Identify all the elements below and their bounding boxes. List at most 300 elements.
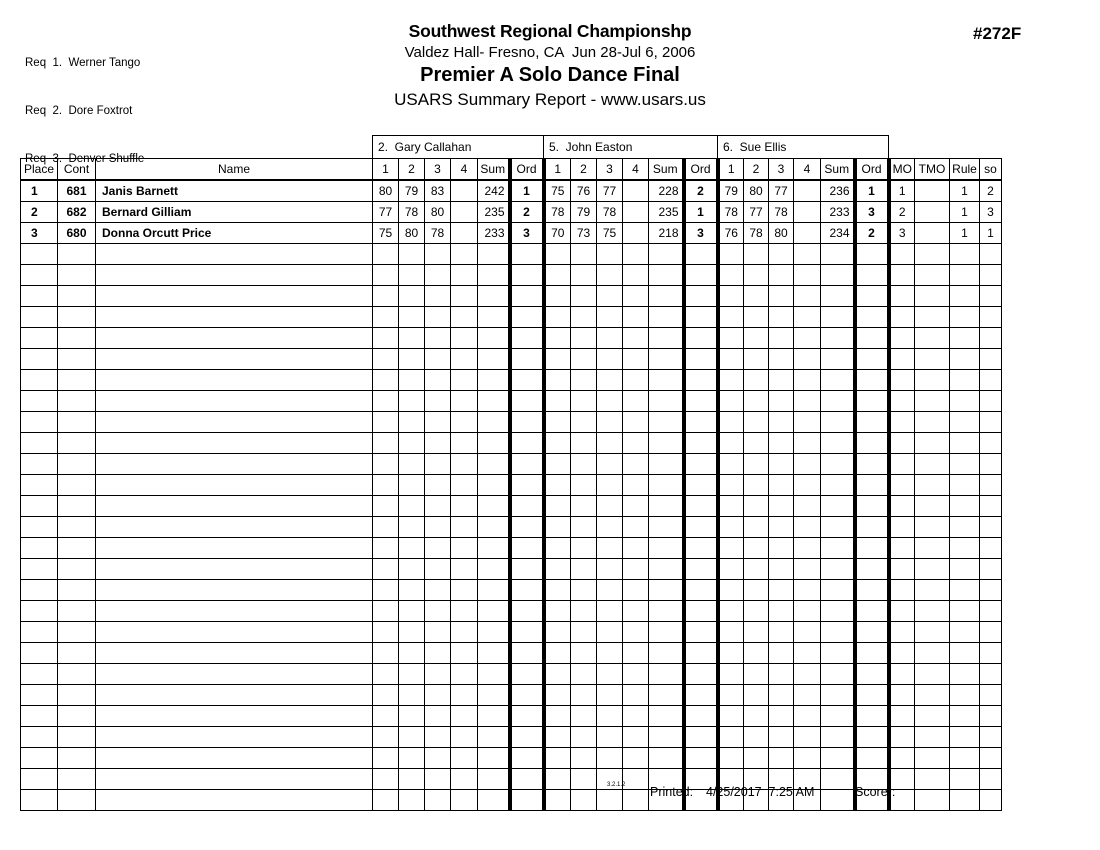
score-cell xyxy=(649,685,684,706)
score-cell xyxy=(571,496,597,517)
ordinal-cell xyxy=(684,328,718,349)
score-cell xyxy=(571,517,597,538)
tally-cell xyxy=(950,496,980,517)
score-cell xyxy=(399,727,425,748)
score-cell xyxy=(544,748,571,769)
score-cell xyxy=(425,664,451,685)
score-cell: 80 xyxy=(373,180,399,202)
tally-cell xyxy=(889,706,915,727)
score-cell xyxy=(744,307,769,328)
score-cell xyxy=(744,286,769,307)
ordinal-cell xyxy=(684,391,718,412)
ordinal-cell xyxy=(684,475,718,496)
table-row xyxy=(21,664,1002,685)
score-cell xyxy=(544,601,571,622)
score-cell xyxy=(544,664,571,685)
score-cell xyxy=(373,475,399,496)
score-cell xyxy=(821,706,855,727)
score-cell: 73 xyxy=(571,223,597,244)
ordinal-cell xyxy=(684,412,718,433)
score-cell xyxy=(425,244,451,265)
table-row xyxy=(21,349,1002,370)
score-cell xyxy=(451,454,478,475)
contestant-number-cell xyxy=(58,349,96,370)
score-cell xyxy=(373,370,399,391)
skater-name-cell xyxy=(96,328,373,349)
tally-cell xyxy=(889,265,915,286)
ordinal-cell xyxy=(855,475,889,496)
table-row xyxy=(21,538,1002,559)
table-row xyxy=(21,496,1002,517)
score-cell xyxy=(373,244,399,265)
tally-cell xyxy=(915,265,950,286)
score-cell xyxy=(821,748,855,769)
contestant-number-cell: 682 xyxy=(58,202,96,223)
score-cell: 79 xyxy=(571,202,597,223)
score-cell xyxy=(744,517,769,538)
score-cell xyxy=(769,559,794,580)
skater-name-cell xyxy=(96,475,373,496)
score-cell xyxy=(399,748,425,769)
score-cell xyxy=(718,685,744,706)
score-cell xyxy=(571,580,597,601)
place-cell xyxy=(21,244,58,265)
column-header: TMO xyxy=(915,159,950,181)
ordinal-cell xyxy=(855,412,889,433)
score-cell xyxy=(373,685,399,706)
place-cell xyxy=(21,559,58,580)
score-cell xyxy=(649,412,684,433)
score-cell xyxy=(597,748,623,769)
ordinal-cell: 2 xyxy=(855,223,889,244)
ordinal-cell xyxy=(510,433,544,454)
score-cell xyxy=(451,517,478,538)
score-cell xyxy=(744,475,769,496)
ordinal-cell xyxy=(855,496,889,517)
column-header: 1 xyxy=(718,159,744,181)
score-cell xyxy=(425,265,451,286)
score-cell xyxy=(373,706,399,727)
column-header: 2 xyxy=(744,159,769,181)
score-cell xyxy=(821,433,855,454)
ordinal-cell: 3 xyxy=(684,223,718,244)
place-cell xyxy=(21,370,58,391)
score-cell xyxy=(425,412,451,433)
column-header: Name xyxy=(96,159,373,181)
tally-cell xyxy=(889,580,915,601)
score-cell xyxy=(623,265,649,286)
table-row xyxy=(21,685,1002,706)
ordinal-cell xyxy=(510,580,544,601)
ordinal-cell xyxy=(510,664,544,685)
tally-cell xyxy=(889,454,915,475)
ordinal-cell xyxy=(684,265,718,286)
score-cell xyxy=(821,454,855,475)
tally-cell xyxy=(889,643,915,664)
score-cell xyxy=(794,496,821,517)
score-cell xyxy=(451,328,478,349)
table-row xyxy=(21,307,1002,328)
score-cell xyxy=(718,559,744,580)
score-cell: 78 xyxy=(769,202,794,223)
score-cell xyxy=(597,622,623,643)
ordinal-cell xyxy=(855,538,889,559)
tally-cell xyxy=(980,328,1002,349)
tally-cell xyxy=(950,727,980,748)
ordinal-cell xyxy=(510,391,544,412)
score-cell xyxy=(623,580,649,601)
skater-name-cell xyxy=(96,433,373,454)
ordinal-cell xyxy=(855,601,889,622)
score-cell xyxy=(597,265,623,286)
tally-cell xyxy=(889,685,915,706)
score-cell xyxy=(718,664,744,685)
tally-cell xyxy=(915,454,950,475)
table-row xyxy=(21,748,1002,769)
score-cell xyxy=(399,580,425,601)
score-cell xyxy=(425,496,451,517)
place-cell xyxy=(21,265,58,286)
score-cell xyxy=(597,307,623,328)
ordinal-cell xyxy=(855,454,889,475)
contestant-number-cell xyxy=(58,622,96,643)
ordinal-cell xyxy=(855,391,889,412)
score-cell xyxy=(769,601,794,622)
score-cell xyxy=(821,517,855,538)
score-cell xyxy=(623,244,649,265)
score-cell xyxy=(571,538,597,559)
score-cell xyxy=(399,433,425,454)
score-cell xyxy=(623,180,649,202)
score-cell xyxy=(718,412,744,433)
score-cell xyxy=(425,748,451,769)
score-cell xyxy=(718,727,744,748)
score-cell xyxy=(597,727,623,748)
score-cell xyxy=(718,643,744,664)
table-row xyxy=(21,265,1002,286)
score-cell xyxy=(597,685,623,706)
score-cell xyxy=(451,664,478,685)
ordinal-cell xyxy=(684,496,718,517)
tally-cell xyxy=(915,559,950,580)
score-cell xyxy=(821,370,855,391)
score-cell: 228 xyxy=(649,180,684,202)
ordinal-cell xyxy=(510,370,544,391)
ordinal-cell xyxy=(855,328,889,349)
score-cell xyxy=(794,601,821,622)
score-cell xyxy=(451,580,478,601)
score-cell xyxy=(649,517,684,538)
tally-cell xyxy=(950,328,980,349)
score-cell xyxy=(451,559,478,580)
column-header: 1 xyxy=(544,159,571,181)
score-cell xyxy=(399,286,425,307)
score-cell xyxy=(744,454,769,475)
ordinal-cell xyxy=(684,307,718,328)
score-cell xyxy=(821,286,855,307)
skater-name-cell xyxy=(96,622,373,643)
column-header: so xyxy=(980,159,1002,181)
score-cell xyxy=(478,685,510,706)
ordinal-cell xyxy=(684,433,718,454)
ordinal-cell xyxy=(684,349,718,370)
score-cell xyxy=(451,180,478,202)
score-cell xyxy=(649,580,684,601)
score-cell xyxy=(623,517,649,538)
score-cell xyxy=(544,496,571,517)
ordinal-cell xyxy=(855,517,889,538)
score-cell xyxy=(425,328,451,349)
score-cell: 77 xyxy=(373,202,399,223)
ordinal-cell: 1 xyxy=(855,180,889,202)
tally-cell xyxy=(980,685,1002,706)
score-cell xyxy=(744,643,769,664)
ordinal-cell: 1 xyxy=(510,180,544,202)
skater-name-cell xyxy=(96,601,373,622)
contestant-number-cell xyxy=(58,706,96,727)
contestant-number-cell xyxy=(58,748,96,769)
score-cell xyxy=(623,748,649,769)
score-cell xyxy=(821,580,855,601)
ordinal-cell xyxy=(510,748,544,769)
score-cell xyxy=(794,349,821,370)
score-cell xyxy=(451,727,478,748)
tally-cell xyxy=(915,517,950,538)
score-cell xyxy=(649,727,684,748)
score-cell xyxy=(794,580,821,601)
ordinal-cell xyxy=(510,496,544,517)
skater-name-cell: Donna Orcutt Price xyxy=(96,223,373,244)
column-header: Place xyxy=(21,159,58,181)
tally-cell xyxy=(915,202,950,223)
score-cell xyxy=(373,307,399,328)
place-cell xyxy=(21,328,58,349)
score-cell xyxy=(597,496,623,517)
score-cell: 78 xyxy=(597,202,623,223)
tally-cell xyxy=(950,265,980,286)
score-cell xyxy=(623,433,649,454)
tally-cell xyxy=(915,727,950,748)
tally-cell xyxy=(980,643,1002,664)
skater-name-cell xyxy=(96,643,373,664)
score-cell xyxy=(623,349,649,370)
contestant-number-cell xyxy=(58,286,96,307)
ordinal-cell xyxy=(855,664,889,685)
score-cell xyxy=(597,412,623,433)
score-cell xyxy=(544,475,571,496)
skater-name-cell xyxy=(96,559,373,580)
place-cell xyxy=(21,349,58,370)
score-cell xyxy=(399,538,425,559)
column-header: Sum xyxy=(821,159,855,181)
place-cell xyxy=(21,727,58,748)
tally-cell xyxy=(889,475,915,496)
score-cell xyxy=(478,454,510,475)
score-cell xyxy=(425,286,451,307)
table-row xyxy=(21,517,1002,538)
score-cell xyxy=(478,307,510,328)
contestant-number-cell xyxy=(58,433,96,454)
req-line: Req 1. Werner Tango xyxy=(25,57,141,69)
score-cell: 235 xyxy=(649,202,684,223)
ordinal-cell xyxy=(855,622,889,643)
table-row xyxy=(21,727,1002,748)
score-cell xyxy=(623,643,649,664)
place-cell: 3 xyxy=(21,223,58,244)
score-cell xyxy=(571,601,597,622)
score-cell: 242 xyxy=(478,180,510,202)
score-cell xyxy=(769,517,794,538)
place-cell xyxy=(21,685,58,706)
score-cell xyxy=(451,349,478,370)
ordinal-cell: 2 xyxy=(510,202,544,223)
score-cell xyxy=(478,244,510,265)
score-cell: 233 xyxy=(821,202,855,223)
tally-cell xyxy=(950,286,980,307)
score-cell: 234 xyxy=(821,223,855,244)
column-header: Sum xyxy=(478,159,510,181)
score-cell xyxy=(571,643,597,664)
score-cell xyxy=(821,391,855,412)
ordinal-cell xyxy=(684,706,718,727)
score-cell xyxy=(597,349,623,370)
score-cell xyxy=(744,727,769,748)
score-cell xyxy=(744,370,769,391)
score-cell xyxy=(821,265,855,286)
skater-name-cell xyxy=(96,748,373,769)
contestant-number-cell xyxy=(58,391,96,412)
place-cell xyxy=(21,307,58,328)
ordinal-cell xyxy=(684,517,718,538)
score-cell xyxy=(451,307,478,328)
tally-cell xyxy=(980,559,1002,580)
tally-cell: 1 xyxy=(950,180,980,202)
ordinal-cell xyxy=(855,748,889,769)
score-cell xyxy=(718,748,744,769)
ordinal-cell xyxy=(510,622,544,643)
score-cell xyxy=(399,370,425,391)
skater-name-cell xyxy=(96,412,373,433)
ordinal-cell xyxy=(510,328,544,349)
skater-name-cell xyxy=(96,265,373,286)
ordinal-cell xyxy=(510,559,544,580)
tally-cell xyxy=(980,286,1002,307)
column-header: 3 xyxy=(597,159,623,181)
score-cell xyxy=(571,454,597,475)
ordinal-cell xyxy=(684,601,718,622)
score-cell xyxy=(451,244,478,265)
contestant-number-cell: 681 xyxy=(58,180,96,202)
printed-value: 4/25/2017 7:25 AM xyxy=(706,785,815,799)
score-cell xyxy=(794,559,821,580)
score-cell xyxy=(597,664,623,685)
score-cell xyxy=(399,643,425,664)
ordinal-cell: 2 xyxy=(684,180,718,202)
contestant-number-cell xyxy=(58,517,96,538)
score-cell xyxy=(425,685,451,706)
table-row xyxy=(21,391,1002,412)
score-cell xyxy=(544,685,571,706)
tally-cell xyxy=(980,349,1002,370)
score-cell xyxy=(769,580,794,601)
ordinal-cell xyxy=(510,244,544,265)
tally-cell xyxy=(980,748,1002,769)
tally-cell xyxy=(915,664,950,685)
contestant-number-cell xyxy=(58,244,96,265)
tally-cell xyxy=(889,496,915,517)
tally-cell xyxy=(950,685,980,706)
score-cell xyxy=(571,433,597,454)
score-cell xyxy=(451,223,478,244)
score-cell xyxy=(597,475,623,496)
score-cell: 70 xyxy=(544,223,571,244)
score-cell xyxy=(544,727,571,748)
score-cell xyxy=(623,328,649,349)
contestant-number-cell xyxy=(58,265,96,286)
column-header: 3 xyxy=(769,159,794,181)
tally-cell xyxy=(950,538,980,559)
score-cell xyxy=(794,370,821,391)
tally-cell xyxy=(950,412,980,433)
table-row xyxy=(21,622,1002,643)
score-cell xyxy=(821,685,855,706)
score-cell xyxy=(821,664,855,685)
contestant-number-cell xyxy=(58,601,96,622)
contestant-number-cell xyxy=(58,496,96,517)
tally-cell xyxy=(889,370,915,391)
skater-name-cell xyxy=(96,454,373,475)
score-cell xyxy=(649,244,684,265)
tally-cell xyxy=(915,706,950,727)
tally-cell xyxy=(889,517,915,538)
score-cell xyxy=(623,391,649,412)
score-cell xyxy=(649,643,684,664)
score-cell xyxy=(571,559,597,580)
score-cell xyxy=(794,622,821,643)
score-cell xyxy=(399,328,425,349)
score-cell xyxy=(373,727,399,748)
score-cell xyxy=(451,685,478,706)
contestant-number-cell xyxy=(58,370,96,391)
tally-cell xyxy=(980,727,1002,748)
score-cell xyxy=(399,349,425,370)
tally-cell xyxy=(889,727,915,748)
score-cell xyxy=(425,370,451,391)
printed-label: Printed: xyxy=(650,785,694,799)
score-cell xyxy=(478,601,510,622)
score-cell xyxy=(744,601,769,622)
score-cell xyxy=(794,748,821,769)
tally-cell: 2 xyxy=(889,202,915,223)
table-row xyxy=(21,706,1002,727)
score-cell xyxy=(623,223,649,244)
score-cell xyxy=(718,454,744,475)
score-cell xyxy=(649,454,684,475)
score-cell xyxy=(571,244,597,265)
score-cell xyxy=(623,412,649,433)
scorer-label: Scorer: xyxy=(855,785,896,799)
score-cell xyxy=(794,454,821,475)
tally-cell xyxy=(889,328,915,349)
tally-cell xyxy=(980,538,1002,559)
score-cell xyxy=(425,454,451,475)
score-cell xyxy=(399,664,425,685)
event-title: Premier A Solo Dance Final xyxy=(420,64,680,86)
score-cell xyxy=(821,496,855,517)
req-line: Req 2. Dore Foxtrot xyxy=(25,105,133,117)
report-footer xyxy=(0,781,1100,803)
score-cell xyxy=(649,706,684,727)
